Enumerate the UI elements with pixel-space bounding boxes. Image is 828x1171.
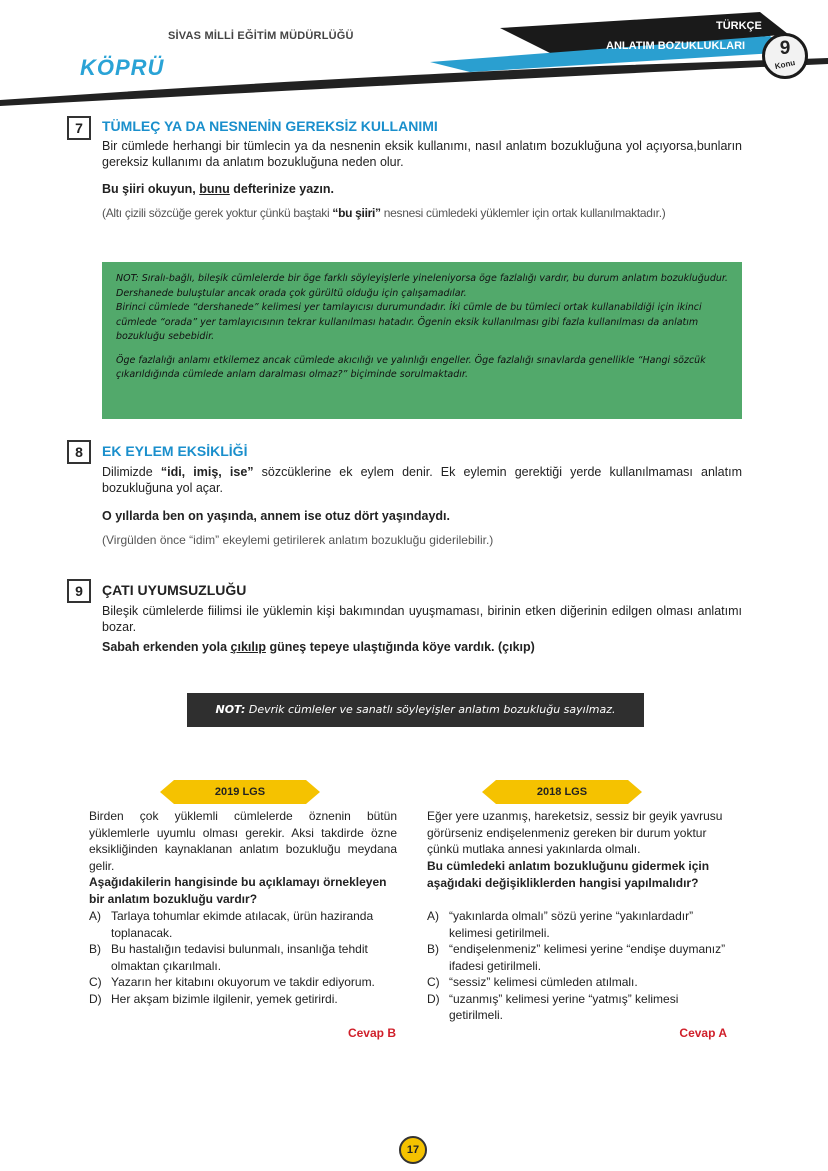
section-7-number: 7 [67, 116, 91, 140]
option-b: B) Bu hastalığın tedavisi bulunmalı, insanlığa tehdit olmaktan çıkarılmalı. [89, 942, 368, 973]
section-7-title: TÜMLEÇ YA DA NESNENİN GEREKSİZ KULLANIMI [102, 118, 438, 134]
option-b: B) “endişelenmeniz” kelimesi yerine “endişe duymanız” ifadesi getirilmeli. [427, 942, 726, 973]
note-box-green [102, 262, 742, 419]
konu-badge [762, 33, 808, 79]
section-9-example: Sabah erkenden yola çıkılıp güneş tepeye ulaştığında köye vardık. (çıkıp) [102, 640, 535, 654]
section-8-number: 8 [67, 440, 91, 464]
note-paragraph-2: Dershanede buluştular ancak orada çok gürültü olduğu için çalışamadılar. [116, 287, 467, 299]
underlined-word: bunu [199, 182, 230, 196]
lgs-2019-answer: Cevap B [347, 1026, 396, 1040]
section-8-explanation: (Virgülden önce “idim” ekeylemi getirilerek anlatım bozukluğu giderilebilir.) [102, 533, 494, 547]
option-d: D) “uzanmış” kelimesi yerine “yatmış” kelimesi getirilmeli. [427, 991, 679, 1022]
lgs-2018-stem: Eğer yere uzanmış, hareketsiz, sessiz bir geyik yavrusu görürseniz endişelenmeniz gereken bir durum yoktur çünkü mutlaka annesi yakınlarda olmalı. [427, 809, 723, 856]
underlined-word: çıkılıp [230, 640, 266, 654]
subject-label: TÜRKÇE [716, 20, 762, 32]
lgs-2019-stem: Birden çok yüklemli cümlelerde öznenin bütün yüklemlerle uyumlu olması gerekir. Aksi takdirde özne eksikliğinden kaynaklanan anlatım bozukluğu meydana gelir. [89, 809, 397, 873]
lgs-2018-options [427, 908, 735, 1024]
lgs-2018-answer: Cevap A [679, 1026, 727, 1040]
option-a: A) Tarlaya tohumlar ekimde atılacak, ürün haziranda toplanacak. [89, 909, 374, 940]
note-paragraph-3: Birinci cümlede “dershanede” kelimesi yer tamlayıcısı durumundadır. İki cümle de bu tümleci ortak kullanabildiği için ikinci cümlede “orada” yer tamlayıcısının tekrar kullanılması hatadır. Ögenin eksik kullanılması gibi fazla kullanılması da anlatım bozukluğu sebebidir. [116, 302, 702, 342]
directorate-label: SİVAS MİLLİ EĞİTİM MÜDÜRLÜĞÜ [168, 30, 354, 42]
section-9-title: ÇATI UYUMSUZLUĞU [102, 582, 247, 598]
topic-label: ANLATIM BOZUKLUKLARI [606, 40, 746, 52]
option-d: D) Her akşam bizimle ilgilenir, yemek getirirdi. [89, 991, 338, 1006]
option-c: C) “sessiz” kelimesi cümleden atılmalı. [427, 975, 638, 989]
kopru-logo: KÖPRÜ [80, 55, 165, 80]
option-c: C) Yazarın her kitabını okuyorum ve takdir ediyorum. [89, 975, 375, 989]
section-9-text: Bileşik cümlelerde fiilimsi ile yüklemin kişi bakımından uyuşmaması, birinin etken diğerinin edilgen olması anlatımı bozar. [102, 604, 742, 634]
section-8-example: O yıllarda ben on yaşında, annem ise otuz dört yaşındaydı. [102, 509, 451, 523]
konu-number: 9 [779, 38, 791, 59]
section-8-text: Dilimizde “idi, imiş, ise” sözcüklerine ek eylem denir. Ek eylemin gerektiği yerde kullanılmaması anlatım bozukluğuna yol açar. [102, 465, 742, 495]
page-number: 17 [399, 1136, 427, 1164]
konu-label: Konu [774, 57, 796, 72]
lgs-2019-options [89, 908, 397, 1007]
section-8-title: EK EYLEM EKSİKLİĞİ [102, 443, 248, 459]
section-7-explanation: (Altı çizili sözcüğe gerek yoktur çünkü baştaki “bu şiiri” nesnesi cümledeki yüklemler için ortak kullanılmaktadır.) [102, 206, 666, 220]
note-box-dark: NOT: Devrik cümleler ve sanatlı söyleyişler anlatım bozukluğu sayılmaz. [187, 693, 644, 727]
section-9-number: 9 [67, 579, 91, 603]
lgs-2019-badge: 2019 LGS [214, 786, 266, 798]
note-paragraph-1: NOT: Sıralı-bağlı, bileşik cümlelerde bir öge farklı söyleyişlerle yineleniyorsa öge fazlalığı vardır, bu durum anlatım bozukluğudur. [116, 273, 728, 284]
lgs-2019-question: Aşağıdakilerin hangisinde bu açıklamayı örnekleyen bir anlatım bozukluğu vardır? [89, 875, 387, 906]
option-a: A) “yakınlarda olmalı” sözü yerine “yakınlardadır” kelimesi getirilmeli. [427, 909, 694, 940]
lgs-2018-question: Bu cümledeki anlatım bozukluğunu gidermek için aşağıdaki değişikliklerden hangisi yapılmalıdır? [427, 859, 710, 890]
section-7-text: Bir cümlede herhangi bir tümlecin ya da nesnenin eksik kullanımı, nasıl anlatım bozukluğuna yol açıyorsa,bunların gereksiz kullanımı da anlatım bozukluğuna neden olur. [102, 139, 742, 169]
note-paragraph-4: Öge fazlalığı anlamı etkilemez ancak cümlede akıcılığı ve yalınlığı engeller. Öge fazlalığı sınavlarda genellikle “Hangi sözcük çıkarıldığında cümlede anlam daralması olmaz?” biçiminde sorulmaktadır. [116, 354, 706, 380]
lgs-2018-badge: 2018 LGS [536, 786, 588, 798]
section-7-example: Bu şiiri okuyun, bunu defterinize yazın. [102, 182, 334, 196]
